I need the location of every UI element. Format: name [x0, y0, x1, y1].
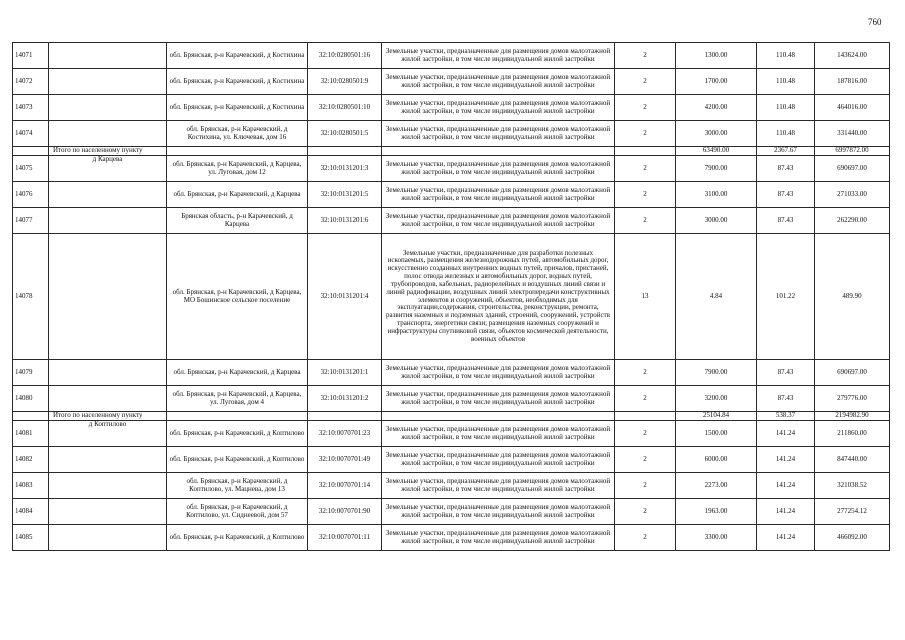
cadastral-value-cell: 277254.12	[815, 499, 890, 525]
table-row	[13, 360, 890, 386]
land-use-cell: Земельные участки, предназначенные для размещения домов малоэтажной жилой застройки, в том числе индивидуальной жилой застройки	[382, 182, 615, 208]
row-number: 14083	[13, 473, 49, 499]
land-use-cell: Земельные участки, предназначенные для размещения домов малоэтажной жилой застройки, в том числе индивидуальной жилой застройки	[382, 360, 615, 386]
cadastral-number-cell: 32:10:0280501:9	[308, 69, 382, 95]
table-row	[13, 447, 890, 473]
area-cell: 3300.00	[676, 525, 757, 551]
cadastral-value-cell: 279776.00	[815, 386, 890, 412]
settlement-name	[49, 525, 167, 551]
table-row	[13, 121, 890, 147]
use-group-cell: 2	[615, 499, 676, 525]
address-cell: обл. Брянская, р-н Карачевский, д Карцева, ул. Луговая, дом 12	[167, 156, 308, 182]
settlement-name	[49, 69, 167, 95]
settlement-name	[49, 234, 167, 360]
cadastral-number-cell	[308, 412, 382, 421]
cadastral-number-cell: 32:10:0131201:2	[308, 386, 382, 412]
area-cell: 1963.00	[676, 499, 757, 525]
row-number: 14077	[13, 208, 49, 234]
cadastral-value-cell: 6997872.00	[815, 147, 890, 156]
row-number: 14082	[13, 447, 49, 473]
cadastral-number-cell: 32:10:0131201:4	[308, 234, 382, 360]
area-cell: 4.84	[676, 234, 757, 360]
table-row	[13, 43, 890, 69]
address-cell: обл. Брянская, р-н Карачевский, д Коптилово, ул. Мацнева, дом 13	[167, 473, 308, 499]
specific-value-cell: 538.37	[757, 412, 815, 421]
specific-value-cell: 141.24	[757, 421, 815, 447]
specific-value-cell: 87.43	[757, 156, 815, 182]
page-number: 760	[868, 17, 882, 27]
specific-value-cell: 110.48	[757, 121, 815, 147]
subtotal-row	[13, 412, 890, 421]
cadastral-value-cell: 2194982.90	[815, 412, 890, 421]
area-cell: 63490.00	[676, 147, 757, 156]
cadastral-value-cell: 489.90	[815, 234, 890, 360]
address-cell: обл. Брянская, р-н Карачевский, д Карцева	[167, 182, 308, 208]
address-cell: обл. Брянская, р-н Карачевский, д Костихина	[167, 69, 308, 95]
settlement-name	[49, 499, 167, 525]
area-cell: 3100.00	[676, 182, 757, 208]
specific-value-cell: 87.43	[757, 386, 815, 412]
settlement-name	[49, 386, 167, 412]
table-row	[13, 156, 890, 182]
table-row	[13, 95, 890, 121]
settlement-name	[49, 121, 167, 147]
settlement-name: д Карцева	[49, 156, 167, 182]
address-cell: обл. Брянская, р-н Карачевский, д Костихина, ул. Ключевая, дом 16	[167, 121, 308, 147]
use-group-cell: 2	[615, 95, 676, 121]
cadastral-number-cell: 32:10:0131201:5	[308, 182, 382, 208]
use-group-cell: 2	[615, 121, 676, 147]
use-group-cell: 2	[615, 473, 676, 499]
specific-value-cell: 110.48	[757, 69, 815, 95]
table-body	[13, 43, 890, 551]
row-number: 14078	[13, 234, 49, 360]
area-cell: 4200.00	[676, 95, 757, 121]
cadastral-value-cell: 690697.00	[815, 360, 890, 386]
cadastral-value-cell: 464016.00	[815, 95, 890, 121]
cadastral-number-cell: 32:10:0280501:16	[308, 43, 382, 69]
land-use-cell: Земельные участки, предназначенные для размещения домов малоэтажной жилой застройки, в том числе индивидуальной жилой застройки	[382, 69, 615, 95]
row-number: 14075	[13, 156, 49, 182]
specific-value-cell: 101.22	[757, 234, 815, 360]
cadastral-value-table	[12, 42, 890, 551]
subtotal-row	[13, 147, 890, 156]
use-group-cell: 2	[615, 360, 676, 386]
area-cell: 25104.84	[676, 412, 757, 421]
settlement-name	[49, 95, 167, 121]
use-group-cell: 2	[615, 447, 676, 473]
use-group-cell: 2	[615, 525, 676, 551]
cadastral-number-cell: 32:10:0280501:5	[308, 121, 382, 147]
land-use-cell: Земельные участки, предназначенные для размещения домов малоэтажной жилой застройки, в том числе индивидуальной жилой застройки	[382, 156, 615, 182]
settlement-name	[49, 182, 167, 208]
specific-value-cell: 141.24	[757, 473, 815, 499]
cadastral-value-cell: 321038.52	[815, 473, 890, 499]
settlement-name	[49, 208, 167, 234]
row-number: 14079	[13, 360, 49, 386]
table-row	[13, 473, 890, 499]
settlement-name	[49, 473, 167, 499]
use-group-cell	[615, 412, 676, 421]
row-number: 14072	[13, 69, 49, 95]
land-use-cell: Земельные участки, предназначенные для размещения домов малоэтажной жилой застройки, в том числе индивидуальной жилой застройки	[382, 43, 615, 69]
table-row	[13, 499, 890, 525]
specific-value-cell: 141.24	[757, 447, 815, 473]
use-group-cell: 2	[615, 421, 676, 447]
row-number: 14076	[13, 182, 49, 208]
use-group-cell: 2	[615, 386, 676, 412]
address-cell: обл. Брянская, р-н Карачевский, д Костихина	[167, 95, 308, 121]
specific-value-cell: 141.24	[757, 525, 815, 551]
specific-value-cell: 110.48	[757, 43, 815, 69]
address-cell: обл. Брянская, р-н Карачевский, д Коптилово	[167, 421, 308, 447]
cadastral-number-cell: 32:10:0070701:23	[308, 421, 382, 447]
land-use-cell: Земельные участки, предназначенные для размещения домов малоэтажной жилой застройки, в том числе индивидуальной жилой застройки	[382, 447, 615, 473]
cadastral-number-cell: 32:10:0131201:1	[308, 360, 382, 386]
cadastral-value-cell: 466092.00	[815, 525, 890, 551]
area-cell: 3000.00	[676, 121, 757, 147]
cadastral-number-cell: 32:10:0070701:49	[308, 447, 382, 473]
cadastral-value-cell: 690697.00	[815, 156, 890, 182]
cadastral-value-cell: 187816.00	[815, 69, 890, 95]
settlement-name: Итого по населенному пункту	[49, 412, 167, 421]
cadastral-value-cell: 847440.00	[815, 447, 890, 473]
address-cell: обл. Брянская, р-н Карачевский, д Коптилово	[167, 447, 308, 473]
cadastral-number-cell: 32:10:0070701:11	[308, 525, 382, 551]
cadastral-value-cell: 271033.00	[815, 182, 890, 208]
specific-value-cell: 141.24	[757, 499, 815, 525]
table-row	[13, 386, 890, 412]
row-number: 14071	[13, 43, 49, 69]
area-cell: 3000.00	[676, 208, 757, 234]
area-cell: 1500.00	[676, 421, 757, 447]
settlement-name	[49, 43, 167, 69]
cadastral-value-cell: 143624.00	[815, 43, 890, 69]
land-use-cell: Земельные участки, предназначенные для размещения домов малоэтажной жилой застройки, в том числе индивидуальной жилой застройки	[382, 386, 615, 412]
address-cell: обл. Брянская, р-н Карачевский, д Коптилово	[167, 525, 308, 551]
cadastral-number-cell: 32:10:0070701:14	[308, 473, 382, 499]
cadastral-number-cell: 32:10:0070701:90	[308, 499, 382, 525]
use-group-cell: 2	[615, 208, 676, 234]
cadastral-value-cell: 211860.00	[815, 421, 890, 447]
table-row	[13, 234, 890, 360]
area-cell: 2273.00	[676, 473, 757, 499]
land-use-cell: Земельные участки, предназначенные для размещения домов малоэтажной жилой застройки, в том числе индивидуальной жилой застройки	[382, 208, 615, 234]
land-use-cell: Земельные участки, предназначенные для размещения домов малоэтажной жилой застройки, в том числе индивидуальной жилой застройки	[382, 525, 615, 551]
specific-value-cell: 87.43	[757, 182, 815, 208]
cadastral-value-cell: 331440.00	[815, 121, 890, 147]
cadastral-number-cell	[308, 147, 382, 156]
use-group-cell: 2	[615, 69, 676, 95]
specific-value-cell: 87.43	[757, 208, 815, 234]
address-cell: обл. Брянская, р-н Карачевский, д Костихина	[167, 43, 308, 69]
address-cell: обл. Брянская, р-н Карачевский, д Карцева	[167, 360, 308, 386]
settlement-name	[49, 447, 167, 473]
table-row	[13, 525, 890, 551]
address-cell	[167, 147, 308, 156]
row-number: 14081	[13, 421, 49, 447]
address-cell: обл. Брянская, р-н Карачевский, д Карцева, ул. Луговая, дом 4	[167, 386, 308, 412]
cadastral-number-cell: 32:10:0131201:6	[308, 208, 382, 234]
settlement-name	[49, 360, 167, 386]
address-cell: обл. Брянская, р-н Карачевский, д Коптилово, ул. Сиднеевой, дом 57	[167, 499, 308, 525]
use-group-cell: 2	[615, 182, 676, 208]
area-cell: 1300.00	[676, 43, 757, 69]
area-cell: 7900.00	[676, 156, 757, 182]
land-use-cell: Земельные участки, предназначенные для размещения домов малоэтажной жилой застройки, в том числе индивидуальной жилой застройки	[382, 499, 615, 525]
land-use-cell: Земельные участки, предназначенные для размещения домов малоэтажной жилой застройки, в том числе индивидуальной жилой застройки	[382, 95, 615, 121]
cadastral-number-cell: 32:10:0131201:3	[308, 156, 382, 182]
row-number: 14080	[13, 386, 49, 412]
table-row	[13, 208, 890, 234]
specific-value-cell: 110.48	[757, 95, 815, 121]
address-cell	[167, 412, 308, 421]
row-number: 14073	[13, 95, 49, 121]
table-row	[13, 69, 890, 95]
use-group-cell: 2	[615, 43, 676, 69]
cadastral-number-cell: 32:10:0280501:10	[308, 95, 382, 121]
settlement-name: д Коптилово	[49, 421, 167, 447]
land-use-cell: Земельные участки, предназначенные для размещения домов малоэтажной жилой застройки, в том числе индивидуальной жилой застройки	[382, 421, 615, 447]
area-cell: 3200.00	[676, 386, 757, 412]
address-cell: обл. Брянская, р-н Карачевский, д Карцева, МО Бошинское сельское поселение	[167, 234, 308, 360]
row-number	[13, 147, 49, 156]
table-row	[13, 421, 890, 447]
row-number: 14084	[13, 499, 49, 525]
cadastral-value-cell: 262290.00	[815, 208, 890, 234]
row-number: 14074	[13, 121, 49, 147]
settlement-name: Итого по населенному пункту	[49, 147, 167, 156]
specific-value-cell: 2367.67	[757, 147, 815, 156]
address-cell: Брянская область, р-н Карачевский, д Карцева	[167, 208, 308, 234]
table-row	[13, 182, 890, 208]
use-group-cell	[615, 147, 676, 156]
use-group-cell: 2	[615, 156, 676, 182]
land-use-cell: Земельные участки, предназначенные для разработки полезных ископаемых, размещения железнодорожных путей, автомобильных дорог, искусственно созданных внутренних водных путей, причалов, пристаней, полос отвода железных и автомобильных дорог, водных путей, трубопроводов, кабельных, радиорелейных и воздушных линий связи и линий радиофикации, воздушных линий электропередачи конструктивных элементов и сооружений, объектов, необходимых для эксплуатации,содержания, строительства, реконструкции, ремонта, развития наземных и подземных зданий, строений, сооружений, устройств транспорта, энергетики связи; размещения наземных сооружений и инфраструктуры спутниковой связи, объектов космической деятельности, военных объектов	[382, 234, 615, 360]
land-use-cell	[382, 147, 615, 156]
area-cell: 6000.00	[676, 447, 757, 473]
specific-value-cell: 87.43	[757, 360, 815, 386]
area-cell: 7900.00	[676, 360, 757, 386]
land-use-cell: Земельные участки, предназначенные для размещения домов малоэтажной жилой застройки, в том числе индивидуальной жилой застройки	[382, 121, 615, 147]
land-use-cell: Земельные участки, предназначенные для размещения домов малоэтажной жилой застройки, в том числе индивидуальной жилой застройки	[382, 473, 615, 499]
land-use-cell	[382, 412, 615, 421]
row-number	[13, 412, 49, 421]
row-number: 14085	[13, 525, 49, 551]
use-group-cell: 13	[615, 234, 676, 360]
area-cell: 1700.00	[676, 69, 757, 95]
